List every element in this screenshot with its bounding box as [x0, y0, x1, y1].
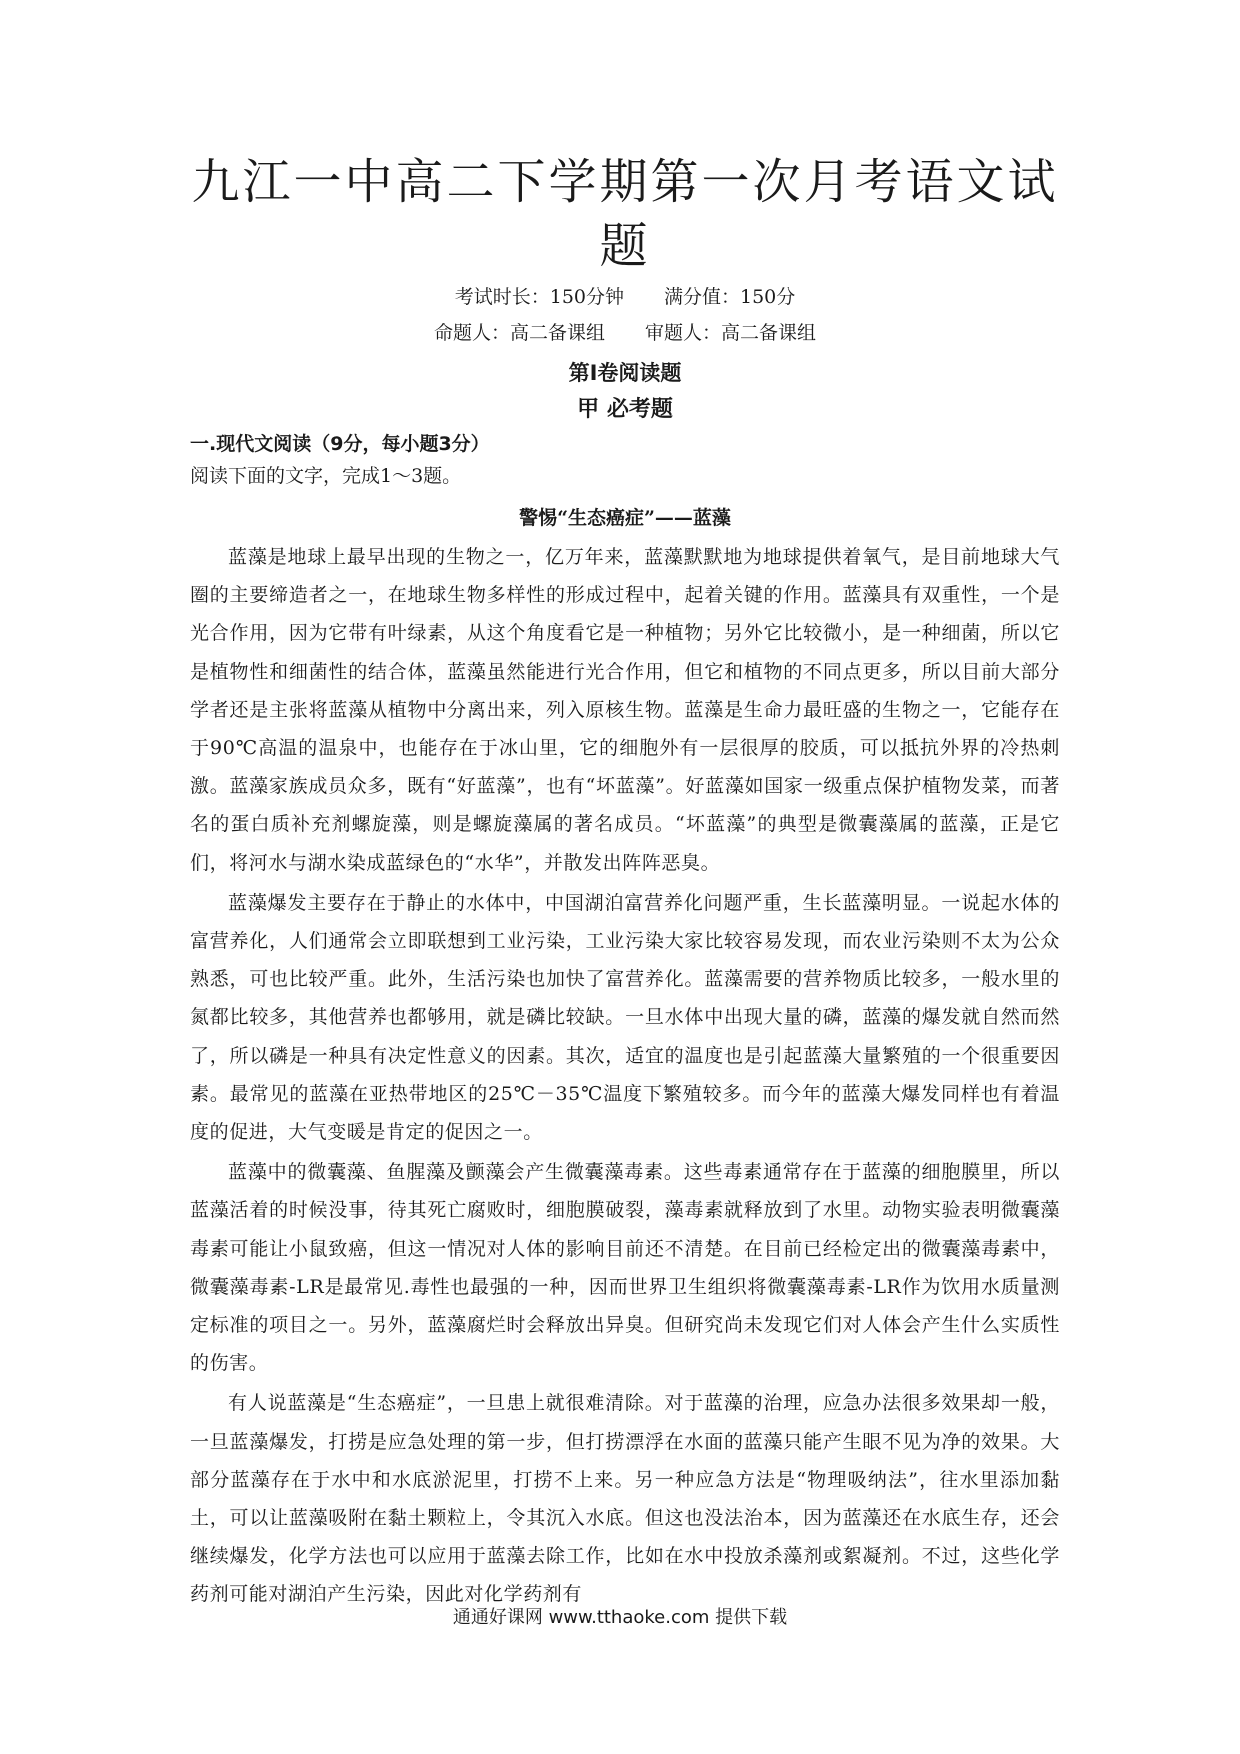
article-paragraph: 有人说蓝藻是“生态癌症”，一旦患上就很难清除。对于蓝藻的治理，应急办法很多效果却一般，一旦蓝藻爆发，打捞是应急处理的第一步，但打捞漂浮在水面的蓝藻只能产生眼不见为净的效果。大部分蓝藻存在于水中和水底淤泥里，打捞不上来。另一种应急方法是“物理吸纳法”，往水里添加黏土，可以让蓝藻吸附在黏土颗粒上，令其沉入水底。但这也没法治本，因为蓝藻还在水底生存，还会继续爆发，化学方法也可以应用于蓝藻去除工作，比如在水中投放杀藻剂或絮凝剂。不过，这些化学药剂可能对湖泊产生污染，因此对化学药剂有	[190, 1392, 1060, 1606]
exam-info-line	[190, 280, 1060, 314]
exam-duration: 考试时长：150分钟	[454, 286, 624, 308]
article-paragraph: 蓝藻中的微囊藻、鱼腥藻及颤藻会产生微囊藻毒素。这些毒素通常存在于蓝藻的细胞膜里，所以蓝藻活着的时候没事，待其死亡腐败时，细胞膜破裂，藻毒素就释放到了水里。动物实验表明微囊藻毒素可能让小鼠致癌，但这一情况对人体的影响目前还不清楚。在目前已经检定出的微囊藻毒素中，微囊藻毒素-LR是最常见.毒性也最强的一种，因而世界卫生组织将微囊藻毒素-LR作为饮用水质量测定标准的项目之一。另外，蓝藻腐烂时会释放出异臭。但研究尚未发现它们对人体会产生什么实质性的伤害。	[190, 1161, 1060, 1375]
part-title: 甲 必考题	[577, 397, 673, 422]
author-line	[190, 316, 1060, 350]
article-title: 警惕“生态癌症”——蓝藻	[519, 507, 731, 529]
question-section-heading: 一.现代文阅读（9分，每小题3分）	[190, 433, 490, 455]
question-reviewer: 审题人：高二备课组	[645, 322, 817, 344]
article-paragraph: 蓝藻是地球上最早出现的生物之一，亿万年来，蓝藻默默地为地球提供着氧气，是目前地球大气圈的主要缔造者之一，在地球生物多样性的形成过程中，起着关键的作用。蓝藻具有双重性，一个是光合作用，因为它带有叶绿素，从这个角度看它是一种植物；另外它比较微小，是一种细菌，所以它是植物性和细菌性的结合体，蓝藻虽然能进行光合作用，但它和植物的不同点更多，所以目前大部分学者还是主张将蓝藻从植物中分离出来，列入原核生物。蓝藻是生命力最旺盛的生物之一，它能存在于90℃高温的温泉中，也能存在于冰山里，它的细胞外有一层很厚的胶质，可以抵抗外界的冷热刺激。蓝藻家族成员众多，既有“好蓝藻”，也有“坏蓝藻”。好蓝藻如国家一级重点保护植物发菜，而著名的蛋白质补充剂螺旋藻，则是螺旋藻属的著名成员。“坏蓝藻”的典型是微囊藻属的蓝藻，正是它们，将河水与湖水染成蓝绿色的“水华”，并散发出阵阵恶臭。	[190, 546, 1060, 874]
volume-title: 第Ⅰ卷阅读题	[568, 361, 682, 385]
full-score: 满分值：150分	[664, 286, 796, 308]
article-paragraph: 蓝藻爆发主要存在于静止的水体中，中国湖泊富营养化问题严重，生长蓝藻明显。一说起水体的富营养化，人们通常会立即联想到工业污染，工业污染大家比较容易发现，而农业污染则不太为公众熟悉，可也比较严重。此外，生活污染也加快了富营养化。蓝藻需要的营养物质比较多，一般水里的氮都比较多，其他营养也都够用，就是磷比较缺。一旦水体中出现大量的磷，蓝藻的爆发就自然而然了，所以磷是一种具有决定性意义的因素。其次，适宜的温度也是引起蓝藻大量繁殖的一个很重要因素。最常见的蓝藻在亚热带地区的25℃－35℃温度下繁殖较多。而今年的蓝藻大爆发同样也有着温度的促进，大气变暖是肯定的促因之一。	[190, 891, 1060, 1144]
exam-title: 九江一中高二下学期第一次月考语文试题	[191, 154, 1059, 274]
download-footer: 通通好课网 www.tthaoke.com 提供下载	[452, 1607, 788, 1628]
reading-instruction: 阅读下面的文字，完成1～3题。	[190, 465, 462, 487]
question-setter: 命题人：高二备课组	[433, 322, 605, 344]
exam-page	[190, 150, 1060, 1614]
